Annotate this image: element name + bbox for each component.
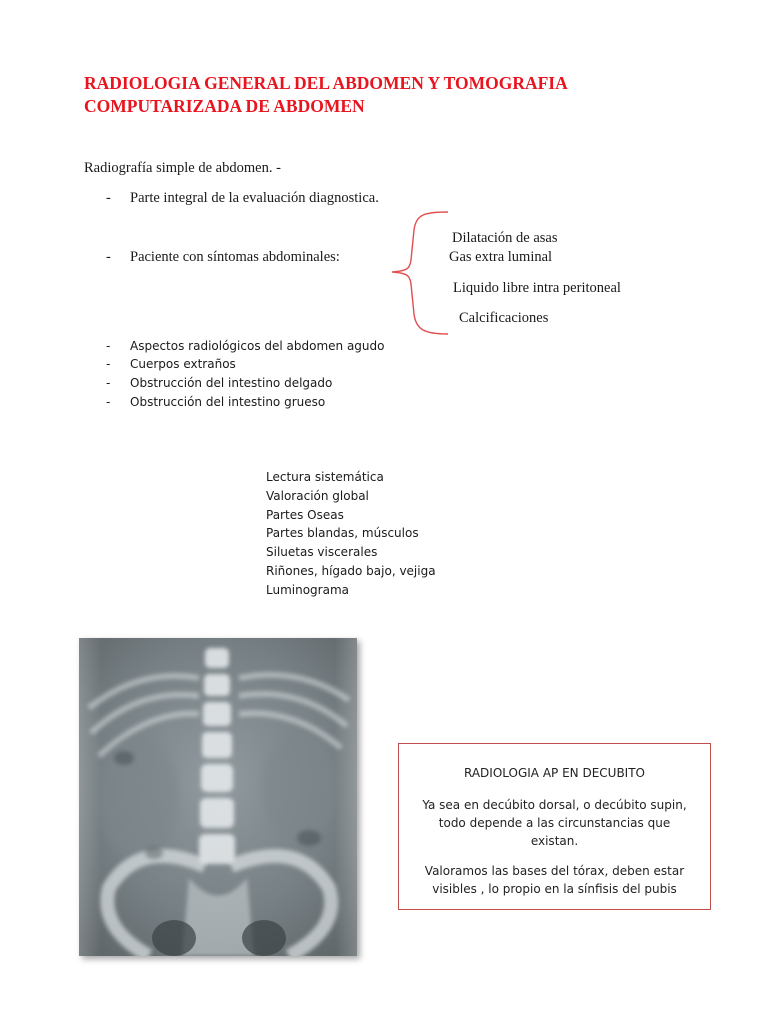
bullet-dash: - bbox=[106, 249, 111, 265]
curly-brace-icon bbox=[370, 208, 450, 338]
reading-item-4: Partes blandas, músculos bbox=[266, 526, 419, 540]
bullet-dash: - bbox=[106, 339, 111, 353]
info-box bbox=[398, 743, 711, 910]
bullet-secondary-2: Cuerpos extraños bbox=[130, 357, 236, 371]
bullet-main-2: Paciente con síntomas abdominales: bbox=[130, 249, 340, 265]
bullet-dash: - bbox=[106, 190, 111, 206]
bullet-secondary-3: Obstrucción del intestino delgado bbox=[130, 376, 333, 390]
reading-item-7: Luminograma bbox=[266, 583, 349, 597]
reading-item-2: Valoración global bbox=[266, 489, 369, 503]
abdominal-xray-image bbox=[79, 638, 357, 956]
reading-item-3: Partes Oseas bbox=[266, 508, 344, 522]
brace-item-2: Gas extra luminal bbox=[449, 249, 553, 265]
bullet-dash: - bbox=[106, 395, 111, 409]
bullet-secondary-4: Obstrucción del intestino grueso bbox=[130, 395, 326, 409]
brace-item-3: Liquido libre intra peritoneal bbox=[453, 280, 621, 296]
info-box-heading: RADIOLOGIA AP EN DECUBITO bbox=[463, 766, 645, 780]
bullet-main-1: Parte integral de la evaluación diagnostica. bbox=[130, 190, 379, 206]
bullet-dash: - bbox=[106, 357, 111, 371]
info-box-paragraph-1: Ya sea en decúbito dorsal, o decúbito supin, todo depende a las circunstancias que existan. bbox=[422, 798, 687, 848]
bullet-dash: - bbox=[106, 376, 111, 390]
info-box-paragraph-2: Valoramos las bases del tórax, deben estar visibles , lo propio en la sínfisis del pubis bbox=[424, 864, 685, 896]
document-title: RADIOLOGIA GENERAL DEL ABDOMEN Y TOMOGRAFIA COMPUTARIZADA DE ABDOMEN bbox=[84, 73, 567, 116]
brace-item-4: Calcificaciones bbox=[459, 310, 549, 326]
brace-item-1: Dilatación de asas bbox=[452, 230, 558, 246]
section-heading: Radiografía simple de abdomen. - bbox=[84, 160, 281, 176]
bullet-secondary-1: Aspectos radiológicos del abdomen agudo bbox=[130, 339, 385, 353]
reading-item-6: Riñones, hígado bajo, vejiga bbox=[266, 564, 436, 578]
reading-item-5: Siluetas viscerales bbox=[266, 545, 378, 559]
reading-item-1: Lectura sistemática bbox=[266, 470, 384, 484]
